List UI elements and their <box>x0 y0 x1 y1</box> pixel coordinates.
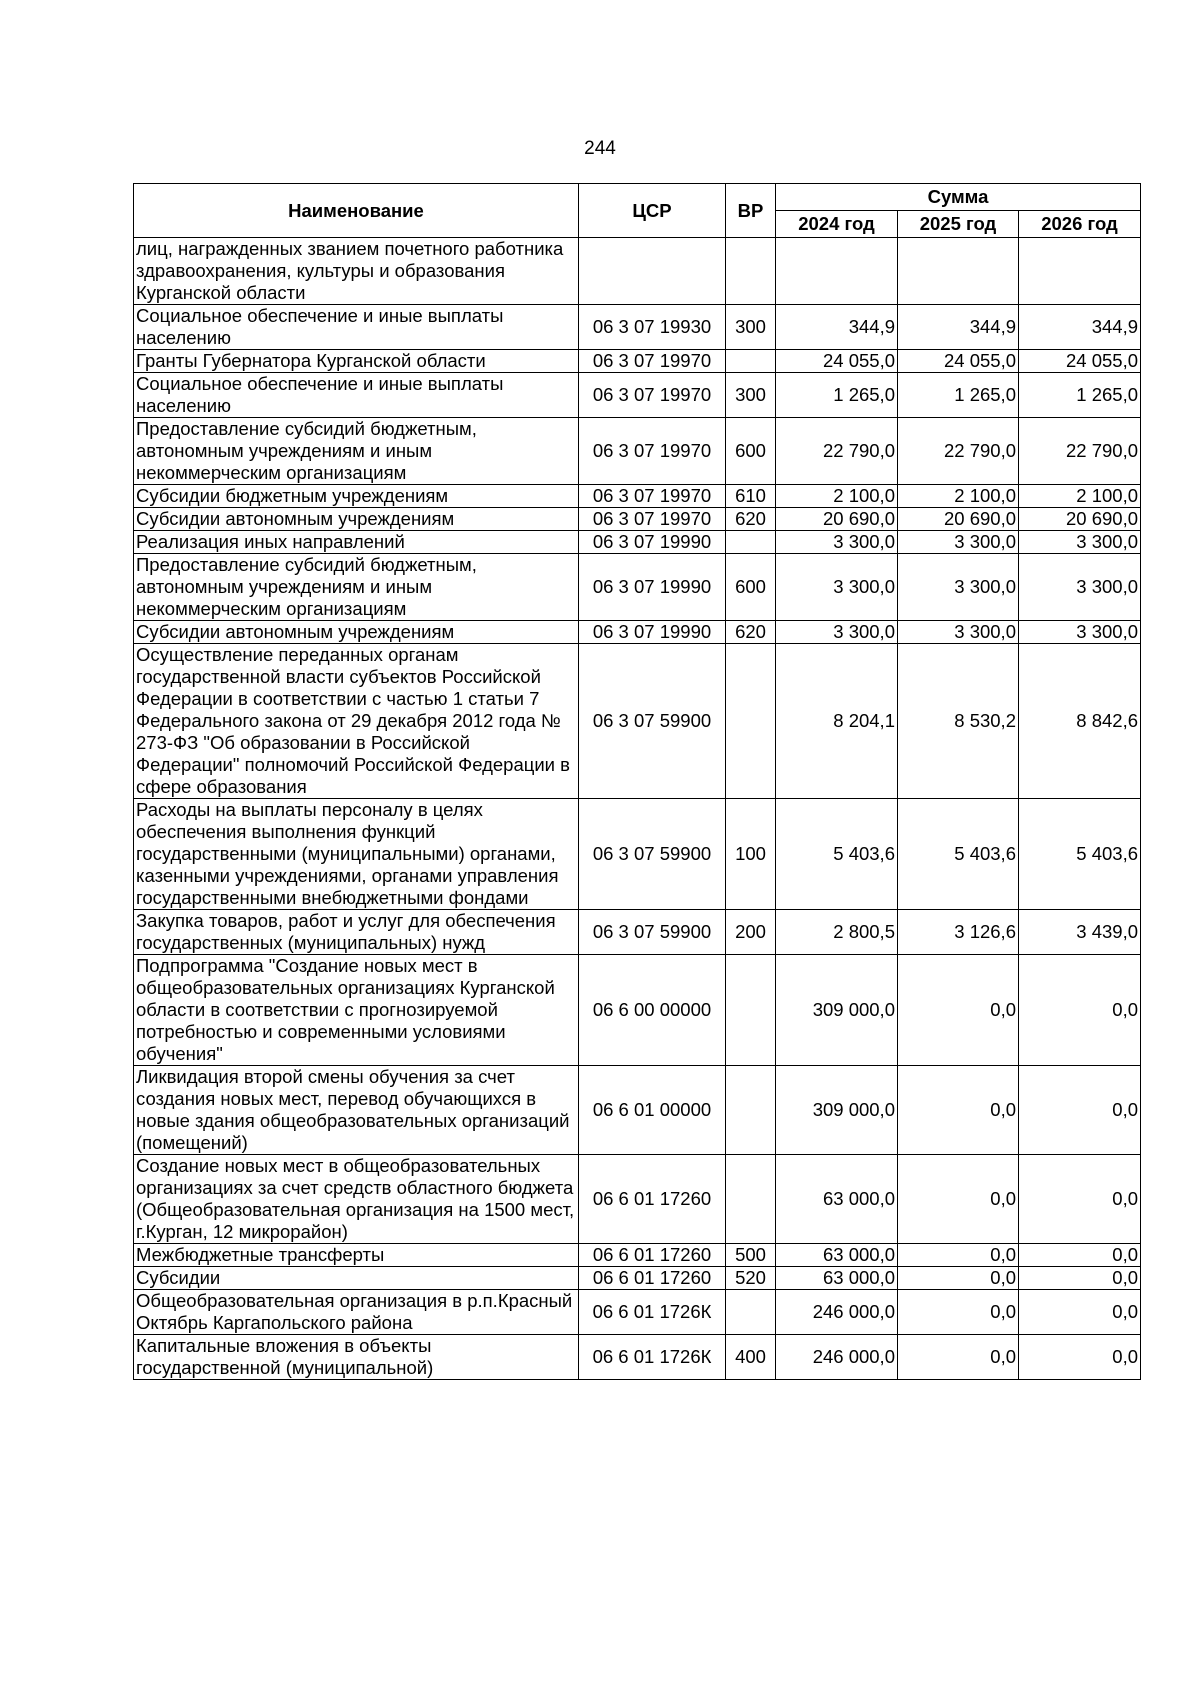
row-sum-2026: 1 265,0 <box>1019 373 1141 418</box>
row-sum-2024: 22 790,0 <box>776 418 898 485</box>
row-sum-2025: 1 265,0 <box>898 373 1019 418</box>
table-row <box>134 238 1141 305</box>
row-sum-2026: 0,0 <box>1019 1290 1141 1335</box>
table-row <box>134 1244 1141 1267</box>
row-vr <box>726 644 776 799</box>
row-sum-2026: 3 300,0 <box>1019 554 1141 621</box>
row-vr <box>726 1155 776 1244</box>
row-name: Осуществление переданных органам государственной власти субъектов Российской Федерации в соответствии с частью 1 статьи 7 Федерального закона от 29 декабря 2012 года № 273-ФЗ "Об образовании в Российской Федерации" полномочий Российской Федерации в сфере образования <box>134 644 579 799</box>
row-name: Создание новых мест в общеобразовательных организациях за счет средств областного бюджета (Общеобразовательная организация на 1500 мест, г.Курган, 12 микрорайон) <box>134 1155 579 1244</box>
row-name: Гранты Губернатора Курганской области <box>134 350 579 373</box>
table-header <box>134 184 1141 238</box>
header-year-2024: 2024 год <box>776 211 898 238</box>
row-name: Социальное обеспечение и иные выплаты населению <box>134 305 579 350</box>
row-sum-2025: 3 300,0 <box>898 554 1019 621</box>
row-name: Предоставление субсидий бюджетным, автономным учреждениям и иным некоммерческим организациям <box>134 418 579 485</box>
table-row <box>134 350 1141 373</box>
table-row <box>134 910 1141 955</box>
row-sum-2026: 8 842,6 <box>1019 644 1141 799</box>
row-sum-2025: 8 530,2 <box>898 644 1019 799</box>
row-sum-2025: 344,9 <box>898 305 1019 350</box>
row-name: Субсидии <box>134 1267 579 1290</box>
row-sum-2025: 3 300,0 <box>898 531 1019 554</box>
row-vr: 500 <box>726 1244 776 1267</box>
row-sum-2024: 3 300,0 <box>776 554 898 621</box>
row-sum-2026 <box>1019 238 1141 305</box>
row-name: Реализация иных направлений <box>134 531 579 554</box>
row-name: Подпрограмма "Создание новых мест в общеобразовательных организациях Курганской области в соответствии с прогнозируемой потребностью и современными условиями обучения" <box>134 955 579 1066</box>
table-row <box>134 305 1141 350</box>
row-sum-2024: 63 000,0 <box>776 1267 898 1290</box>
row-name: Межбюджетные трансферты <box>134 1244 579 1267</box>
row-sum-2024: 63 000,0 <box>776 1155 898 1244</box>
row-sum-2026: 5 403,6 <box>1019 799 1141 910</box>
row-sum-2026: 0,0 <box>1019 1155 1141 1244</box>
header-year-2025: 2025 год <box>898 211 1019 238</box>
row-sum-2025: 3 126,6 <box>898 910 1019 955</box>
row-vr: 200 <box>726 910 776 955</box>
row-vr: 400 <box>726 1335 776 1380</box>
page-number: 244 <box>584 138 616 159</box>
row-sum-2025: 3 300,0 <box>898 621 1019 644</box>
row-vr <box>726 1290 776 1335</box>
row-name: лиц, награжденных званием почетного работника здравоохранения, культуры и образования Курганской области <box>134 238 579 305</box>
row-csr: 06 3 07 19990 <box>579 621 726 644</box>
row-sum-2024: 20 690,0 <box>776 508 898 531</box>
row-sum-2024: 344,9 <box>776 305 898 350</box>
table-row <box>134 531 1141 554</box>
header-csr: ЦСР <box>579 184 726 238</box>
header-year-2026: 2026 год <box>1019 211 1141 238</box>
row-sum-2024: 309 000,0 <box>776 955 898 1066</box>
row-sum-2025 <box>898 238 1019 305</box>
row-csr: 06 6 01 17260 <box>579 1244 726 1267</box>
row-vr: 100 <box>726 799 776 910</box>
row-sum-2026: 0,0 <box>1019 1267 1141 1290</box>
row-csr: 06 3 07 19990 <box>579 554 726 621</box>
row-csr: 06 3 07 19970 <box>579 485 726 508</box>
row-sum-2025: 5 403,6 <box>898 799 1019 910</box>
row-csr: 06 3 07 19990 <box>579 531 726 554</box>
budget-table <box>133 183 1141 1380</box>
row-vr <box>726 350 776 373</box>
row-sum-2026: 344,9 <box>1019 305 1141 350</box>
row-sum-2025: 0,0 <box>898 1066 1019 1155</box>
row-vr <box>726 955 776 1066</box>
table-row <box>134 621 1141 644</box>
row-csr: 06 3 07 19930 <box>579 305 726 350</box>
row-sum-2025: 22 790,0 <box>898 418 1019 485</box>
row-vr: 600 <box>726 554 776 621</box>
row-vr: 620 <box>726 508 776 531</box>
header-name: Наименование <box>134 184 579 238</box>
row-sum-2025: 2 100,0 <box>898 485 1019 508</box>
table-row <box>134 485 1141 508</box>
row-vr: 300 <box>726 305 776 350</box>
row-sum-2025: 0,0 <box>898 1335 1019 1380</box>
table-row <box>134 554 1141 621</box>
row-vr <box>726 238 776 305</box>
row-sum-2026: 20 690,0 <box>1019 508 1141 531</box>
row-sum-2026: 3 300,0 <box>1019 621 1141 644</box>
table-row <box>134 508 1141 531</box>
row-csr: 06 3 07 19970 <box>579 418 726 485</box>
row-sum-2025: 0,0 <box>898 955 1019 1066</box>
row-name: Расходы на выплаты персоналу в целях обеспечения выполнения функций государственными (муниципальными) органами, казенными учреждениями, органами управления государственными внебюджетными фондами <box>134 799 579 910</box>
table-row <box>134 418 1141 485</box>
table-row <box>134 644 1141 799</box>
row-csr: 06 6 00 00000 <box>579 955 726 1066</box>
row-sum-2024: 2 100,0 <box>776 485 898 508</box>
row-csr: 06 3 07 59900 <box>579 799 726 910</box>
table-body <box>134 238 1141 1380</box>
row-sum-2026: 2 100,0 <box>1019 485 1141 508</box>
row-csr: 06 3 07 59900 <box>579 644 726 799</box>
row-csr: 06 3 07 19970 <box>579 350 726 373</box>
row-sum-2024: 2 800,5 <box>776 910 898 955</box>
row-sum-2024: 1 265,0 <box>776 373 898 418</box>
row-sum-2026: 3 439,0 <box>1019 910 1141 955</box>
row-name: Субсидии автономным учреждениям <box>134 621 579 644</box>
row-csr: 06 3 07 59900 <box>579 910 726 955</box>
table-row <box>134 1267 1141 1290</box>
row-csr: 06 3 07 19970 <box>579 508 726 531</box>
row-sum-2024: 3 300,0 <box>776 531 898 554</box>
row-csr: 06 6 01 00000 <box>579 1066 726 1155</box>
row-sum-2026: 0,0 <box>1019 1066 1141 1155</box>
row-sum-2024: 309 000,0 <box>776 1066 898 1155</box>
row-name: Капитальные вложения в объекты государственной (муниципальной) <box>134 1335 579 1380</box>
table-row <box>134 1066 1141 1155</box>
row-name: Субсидии бюджетным учреждениям <box>134 485 579 508</box>
row-name: Ликвидация второй смены обучения за счет создания новых мест, перевод обучающихся в новые здания общеобразовательных организаций (помещений) <box>134 1066 579 1155</box>
row-sum-2025: 0,0 <box>898 1244 1019 1267</box>
row-sum-2026: 22 790,0 <box>1019 418 1141 485</box>
row-name: Предоставление субсидий бюджетным, автономным учреждениям и иным некоммерческим организациям <box>134 554 579 621</box>
row-sum-2024: 8 204,1 <box>776 644 898 799</box>
row-sum-2026: 24 055,0 <box>1019 350 1141 373</box>
table-row <box>134 955 1141 1066</box>
row-vr <box>726 1066 776 1155</box>
header-vr: ВР <box>726 184 776 238</box>
row-csr: 06 3 07 19970 <box>579 373 726 418</box>
row-sum-2026: 3 300,0 <box>1019 531 1141 554</box>
row-name: Социальное обеспечение и иные выплаты населению <box>134 373 579 418</box>
row-sum-2026: 0,0 <box>1019 1335 1141 1380</box>
row-sum-2024: 246 000,0 <box>776 1290 898 1335</box>
row-vr <box>726 531 776 554</box>
row-csr: 06 6 01 17260 <box>579 1155 726 1244</box>
table-row <box>134 1290 1141 1335</box>
header-sum: Сумма <box>776 184 1141 211</box>
row-name: Закупка товаров, работ и услуг для обеспечения государственных (муниципальных) нужд <box>134 910 579 955</box>
row-csr: 06 6 01 17260 <box>579 1267 726 1290</box>
row-sum-2025: 20 690,0 <box>898 508 1019 531</box>
row-vr: 300 <box>726 373 776 418</box>
table-row <box>134 1155 1141 1244</box>
table-row <box>134 373 1141 418</box>
row-sum-2025: 0,0 <box>898 1267 1019 1290</box>
row-csr: 06 6 01 1726К <box>579 1335 726 1380</box>
row-name: Общеобразовательная организация в р.п.Красный Октябрь Каргапольского района <box>134 1290 579 1335</box>
table-row <box>134 1335 1141 1380</box>
row-sum-2024: 3 300,0 <box>776 621 898 644</box>
row-vr: 600 <box>726 418 776 485</box>
row-sum-2024: 63 000,0 <box>776 1244 898 1267</box>
row-csr <box>579 238 726 305</box>
row-sum-2025: 24 055,0 <box>898 350 1019 373</box>
row-vr: 610 <box>726 485 776 508</box>
row-vr: 620 <box>726 621 776 644</box>
row-sum-2026: 0,0 <box>1019 1244 1141 1267</box>
row-sum-2024: 5 403,6 <box>776 799 898 910</box>
row-name: Субсидии автономным учреждениям <box>134 508 579 531</box>
row-vr: 520 <box>726 1267 776 1290</box>
row-sum-2024: 246 000,0 <box>776 1335 898 1380</box>
row-sum-2025: 0,0 <box>898 1290 1019 1335</box>
row-csr: 06 6 01 1726К <box>579 1290 726 1335</box>
row-sum-2025: 0,0 <box>898 1155 1019 1244</box>
table-row <box>134 799 1141 910</box>
row-sum-2026: 0,0 <box>1019 955 1141 1066</box>
row-sum-2024: 24 055,0 <box>776 350 898 373</box>
row-sum-2024 <box>776 238 898 305</box>
